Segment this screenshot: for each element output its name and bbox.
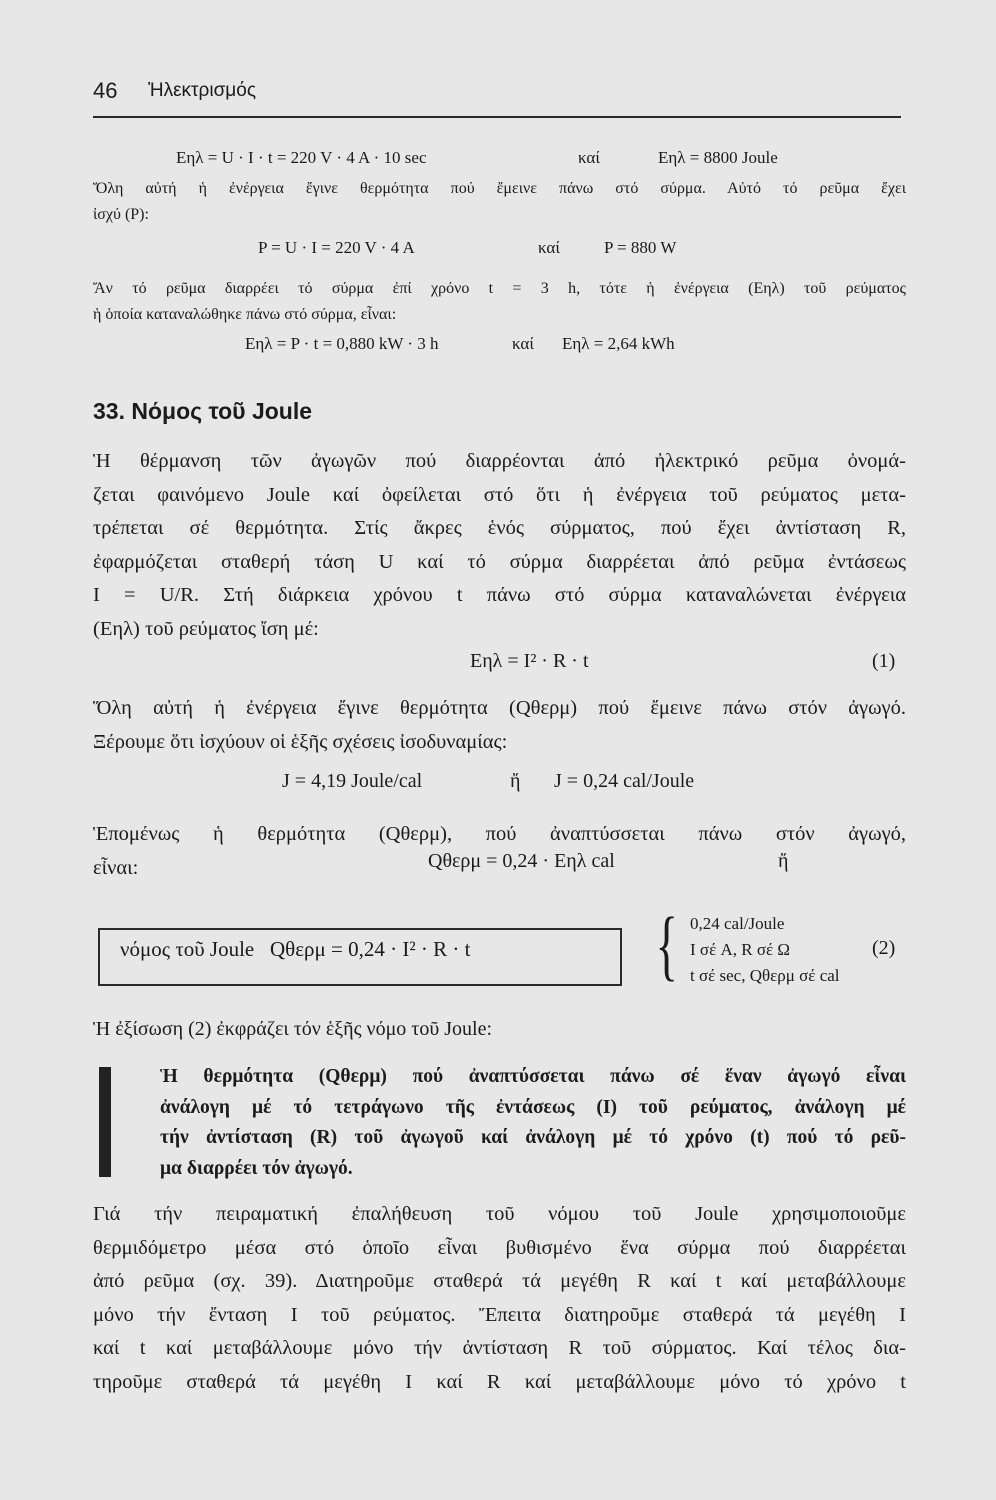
equation-q-or: ἤ [778, 850, 789, 872]
example-text-1-line-1: Ὅλη αὐτή ἡ ἐνέργεια ἔγινε θερμότητα πού ἔμεινε πάνω στό σύρμα. Αὐτό τό ρεῦμα ἔχει [93, 180, 906, 197]
example-equation-3-and: καί [512, 334, 534, 353]
example-equation-1-and: καί [578, 148, 600, 167]
paragraph-line: Ἑπομένως ἡ θερμότητα (Qθερμ), πού ἀναπτύσσεται πάνω στόν ἀγωγό, [93, 823, 906, 845]
paragraph-line: Γιά τήν πειραματική ἐπαλήθευση τοῦ νόμου τοῦ Joule χρησιμοποιοῦμε [93, 1203, 906, 1225]
paragraph-joule-intro [93, 445, 906, 646]
paragraph-line: Ξέρουμε ὅτι ἰσχύουν οἱ ἑξῆς σχέσεις ἰσοδυναμίας: [93, 730, 508, 753]
paragraph-heat [93, 692, 906, 759]
equivalence-left: J = 4,19 Joule/cal [282, 770, 423, 792]
law-statement-line: ἀνάλογη μέ τό τετράγωνο τῆς ἐντάσεως (I) τοῦ ρεύματος, ἀνάλογη μέ [160, 1096, 906, 1118]
paragraph-line: (Eηλ) τοῦ ρεύματος ἴση μέ: [93, 617, 319, 640]
curly-brace-icon: { [655, 901, 678, 988]
paragraph-line: εἶναι: [93, 856, 139, 879]
joule-law-formula-line [120, 937, 470, 962]
section-heading: 33. Νόμος τοῦ Joule [93, 398, 313, 424]
paragraph-line: καί t καί μεταβάλλουμε μόνο τήν ἀντίσταση R τοῦ σύρματος. Καί τέλος δια- [93, 1337, 906, 1359]
example-equation-1: Eηλ = U · I · t = 220 V · 4 A · 10 sec [176, 148, 427, 167]
equation-1-number: (1) [872, 650, 896, 672]
example-equation-3: Eηλ = P · t = 0,880 kW · 3 h [245, 334, 439, 353]
condition-line-1: 0,24 cal/Joule [690, 914, 785, 933]
equivalence-right: J = 0,24 cal/Joule [554, 770, 695, 792]
example-equation-1-result: Eηλ = 8800 Joule [658, 148, 778, 167]
law-statement-line: Ἡ θερμότητα (Qθερμ) πού ἀναπτύσσεται πάνω σέ ἕναν ἀγωγό εἶναι [160, 1066, 906, 1087]
equation-1: Eηλ = I² · R · t [470, 650, 589, 672]
law-statement-line: μα διαρρέει τόν ἀγωγό. [160, 1157, 353, 1179]
paragraph-line: ἐφαρμόζεται σταθερή τάση U καί τό σύρμα διαρρέεται ἀπό ρεῦμα ἐντάσεως [93, 550, 906, 573]
paragraph-line: Ἡ θέρμανση τῶν ἀγωγῶν πού διαρρέονται ἀπό ἠλεκτρικό ρεῦμα ὀνομά- [93, 450, 906, 472]
example-equation-3-result: Eηλ = 2,64 kWh [562, 334, 675, 353]
running-title: Ἠλεκτρισμός [148, 80, 256, 101]
equation-q: Qθερμ = 0,24 · Eηλ cal [428, 850, 615, 872]
condition-line-3: t σέ sec, Qθερμ σέ cal [690, 966, 840, 985]
example-text-2-line-1: Ἄν τό ρεῦμα διαρρέει τό σύρμα ἐπί χρόνο t = 3 h, τότε ἡ ἐνέργεια (Eηλ) τοῦ ρεύματος [93, 280, 906, 297]
equivalence-or: ἤ [510, 770, 521, 792]
example-equation-2-result: P = 880 W [604, 238, 677, 257]
header-rule [93, 116, 901, 118]
example-equation-2-and: καί [538, 238, 560, 257]
paragraph-line: I = U/R. Στή διάρκεια χρόνου t πάνω στό σύρμα καταναλώνεται ἐνέργεια [93, 584, 906, 606]
example-text-1-line-2: ἰσχύ (P): [93, 206, 149, 223]
condition-line-2: I σέ A, R σέ Ω [690, 940, 791, 959]
law-intro: Ἡ ἐξίσωση (2) ἐκφράζει τόν ἑξῆς νόμο τοῦ Joule: [93, 1018, 493, 1040]
page-number: 46 [93, 78, 118, 103]
law-statement-line: τήν ἀντίσταση (R) τοῦ ἀγωγοῦ καί ἀνάλογη μέ τό χρόνο (t) πού τό ρεῦ- [160, 1127, 906, 1148]
paragraph-line: θερμιδόμετρο μέσα στό ὁποῖο εἶναι βυθισμένο ἕνα σύρμα πού διαρρέεται [93, 1236, 906, 1259]
example-text-2-line-2: ἡ ὁποία καταναλώθηκε πάνω στό σύρμα, εἶναι: [93, 306, 397, 323]
paragraph-line: ἀπό ρεῦμα (σχ. 39). Διατηροῦμε σταθερά τά μεγέθη R καί t καί μεταβάλλουμε [93, 1270, 906, 1292]
equation-2-number: (2) [872, 937, 896, 959]
example-equation-2: P = U · I = 220 V · 4 A [258, 238, 415, 257]
emphasis-bar [99, 1067, 111, 1177]
joule-law-formula: Qθερμ = 0,24 · I² · R · t [269, 937, 471, 961]
paragraph-line: Ὅλη αὐτή ἡ ἐνέργεια ἔγινε θερμότητα (Qθερμ) πού ἔμεινε πάνω στόν ἀγωγό. [93, 697, 906, 719]
paragraph-line: τρέπεται σέ θερμότητα. Στίς ἄκρες ἑνός σύρματος, πού ἔχει ἀντίσταση R, [93, 517, 906, 539]
law-statement [160, 1062, 906, 1184]
paragraph-line: ζεται φαινόμενο Joule καί ὀφείλεται στό ὅτι ἡ ἐνέργεια τοῦ ρεύματος μετα- [93, 483, 906, 506]
paragraph-experiment [93, 1198, 906, 1399]
joule-law-label: νόμος τοῦ Joule [120, 937, 255, 961]
paragraph-line: μόνο τήν ἔνταση I τοῦ ρεύματος. Ἔπειτα διατηροῦμε σταθερά τά μεγέθη I [93, 1303, 906, 1326]
paragraph-line: τηροῦμε σταθερά τά μεγέθη I καί R καί μεταβάλλουμε μόνο τό χρόνο t [93, 1370, 906, 1393]
